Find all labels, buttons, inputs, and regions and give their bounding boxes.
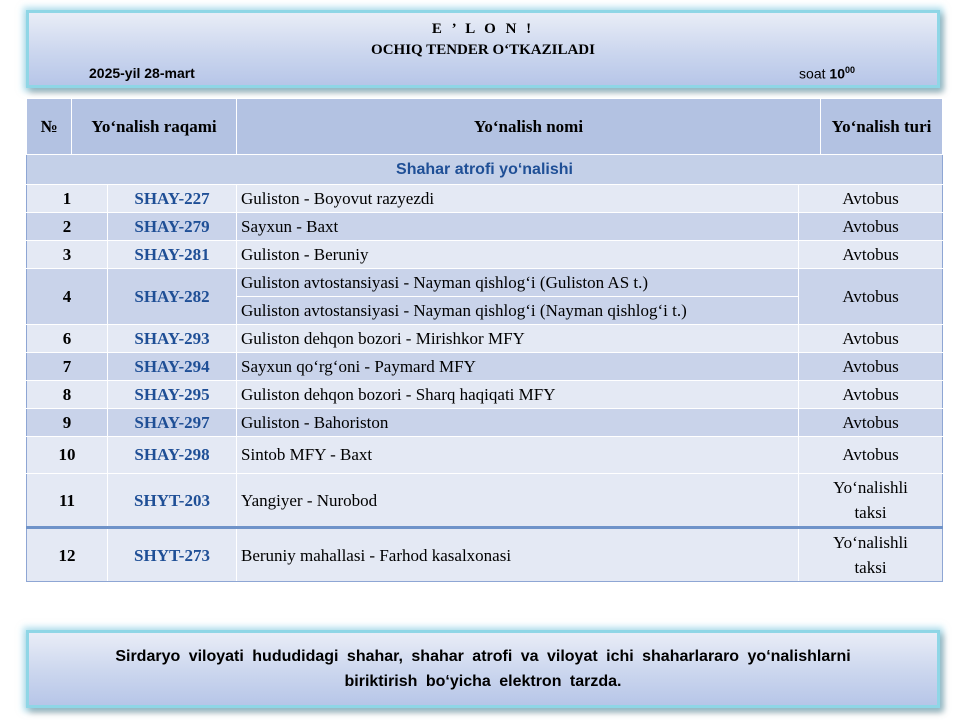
route-name: Sayxun qo‘rg‘oni - Paymard MFY <box>237 353 799 381</box>
announcement-title: E ’ L O N ! <box>431 21 535 37</box>
table-row <box>27 325 943 353</box>
footer-line-2: biriktirish bo‘yicha elektron tarzda. <box>344 673 622 690</box>
time-prefix: soat <box>799 65 830 82</box>
row-number: 3 <box>27 241 108 269</box>
section-row <box>27 155 943 185</box>
table-row <box>27 269 943 297</box>
route-code: SHAY-295 <box>108 381 237 409</box>
row-number: 6 <box>27 325 108 353</box>
table-row <box>27 409 943 437</box>
route-name: Sayxun - Baxt <box>237 213 799 241</box>
row-number: 1 <box>27 185 108 213</box>
route-name: Guliston dehqon bozori - Sharq haqiqati MFY <box>237 381 799 409</box>
announcement-subtitle: OCHIQ TENDER O‘TKAZILADI <box>371 42 595 58</box>
table-row <box>27 185 943 213</box>
route-type: Avtobus <box>799 409 943 437</box>
routes-table <box>26 98 943 582</box>
col-header-route-name: Yo‘nalish nomi <box>237 99 821 155</box>
footer-banner <box>26 630 940 708</box>
route-name: Sintob MFY - Baxt <box>237 437 799 474</box>
table-row <box>27 241 943 269</box>
table-row <box>27 213 943 241</box>
route-name-variant: Guliston avtostansiyasi - Nayman qishlog‘i (Nayman qishlog‘i t.) <box>237 297 799 325</box>
route-code: SHAY-281 <box>108 241 237 269</box>
route-name: Beruniy mahallasi - Farhod kasalxonasi <box>237 528 799 582</box>
row-number: 10 <box>27 437 108 474</box>
route-name: Guliston dehqon bozori - Mirishkor MFY <box>237 325 799 353</box>
route-type: Avtobus <box>799 325 943 353</box>
table-row <box>27 353 943 381</box>
route-code: SHAY-294 <box>108 353 237 381</box>
table-header-row <box>27 99 943 155</box>
announcement-date: 2025-yil 28-mart <box>89 65 195 81</box>
route-name: Guliston avtostansiyasi - Nayman qishlog‘i (Guliston AS t.) <box>237 269 799 297</box>
footer-text <box>53 644 913 694</box>
route-type: Avtobus <box>799 381 943 409</box>
route-code: SHAY-293 <box>108 325 237 353</box>
col-header-number: № <box>27 99 72 155</box>
footer-line-1: Sirdaryo viloyati hududidagi shahar, shahar atrofi va viloyat ichi shaharlararo yo‘nalishlarni <box>115 648 851 665</box>
route-type: Yo‘nalishli taksi <box>799 474 943 528</box>
route-code: SHAY-279 <box>108 213 237 241</box>
table-row <box>27 437 943 474</box>
col-header-route-number: Yo‘nalish raqami <box>72 99 237 155</box>
route-code: SHYT-203 <box>108 474 237 528</box>
route-code: SHAY-227 <box>108 185 237 213</box>
route-type: Yo‘nalishli taksi <box>799 528 943 582</box>
time-minutes: 00 <box>844 65 855 75</box>
route-type: Avtobus <box>799 437 943 474</box>
route-type: Avtobus <box>799 185 943 213</box>
row-number: 11 <box>27 474 108 528</box>
route-type: Avtobus <box>799 269 943 325</box>
route-code: SHAY-282 <box>108 269 237 325</box>
announcement-time <box>799 65 855 82</box>
route-name: Guliston - Bahoriston <box>237 409 799 437</box>
route-type: Avtobus <box>799 241 943 269</box>
row-number: 9 <box>27 409 108 437</box>
table-row <box>27 528 943 582</box>
route-type: Avtobus <box>799 353 943 381</box>
route-name: Guliston - Beruniy <box>237 241 799 269</box>
route-name: Yangiyer - Nurobod <box>237 474 799 528</box>
route-code: SHYT-273 <box>108 528 237 582</box>
col-header-route-type: Yo‘nalish turi <box>821 99 943 155</box>
route-type: Avtobus <box>799 213 943 241</box>
route-code: SHAY-298 <box>108 437 237 474</box>
route-name: Guliston - Boyovut razyezdi <box>237 185 799 213</box>
table-row <box>27 381 943 409</box>
row-number: 12 <box>27 528 108 582</box>
row-number: 2 <box>27 213 108 241</box>
announcement-banner <box>26 10 940 88</box>
row-number: 8 <box>27 381 108 409</box>
section-title: Shahar atrofi yo‘nalishi <box>27 155 943 185</box>
row-number: 7 <box>27 353 108 381</box>
row-number: 4 <box>27 269 108 325</box>
route-code: SHAY-297 <box>108 409 237 437</box>
table-row <box>27 474 943 528</box>
time-hour: 10 <box>829 65 845 82</box>
